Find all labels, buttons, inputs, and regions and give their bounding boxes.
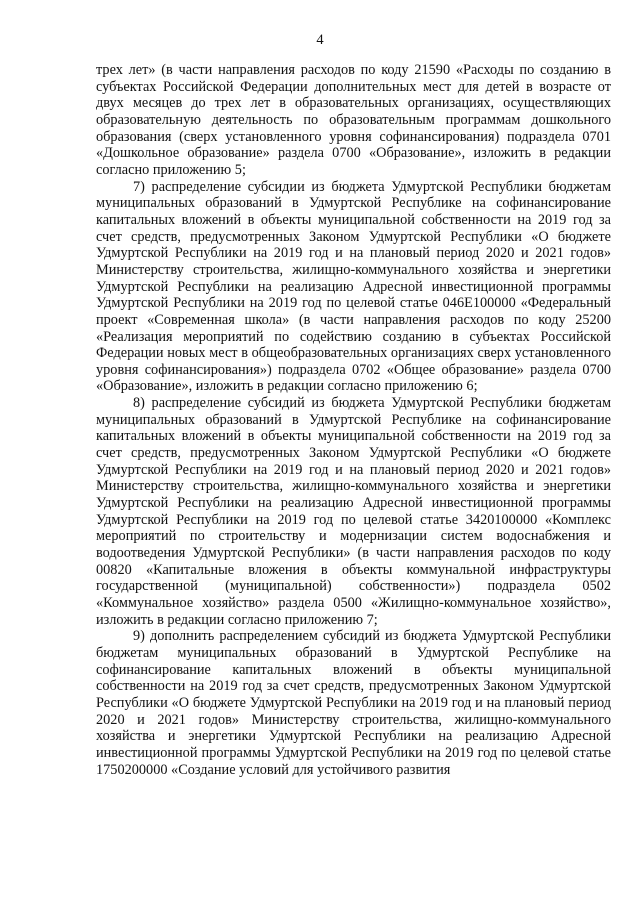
paragraph-continuation: трех лет» (в части направления расходов по коду 21590 «Расходы по созданию в субъектах Российской Федерации дополнительных мест для детей в возрасте от двух месяцев до трех лет в образовательных организациях, осуществляющих образовательную деятельность по образовательным программам дошкольного образования (сверх установленного уровня софинансирования) подраздела 0701 «Дошкольное образование» раздела 0700 «Образование», изложить в редакции согласно приложению 5; — [96, 62, 611, 178]
paragraph-item-7: 7) распределение субсидии из бюджета Удмуртской Республики бюджетам муниципальных образований в Удмуртской Республике на софинансирование капитальных вложений в объекты муниципальной собственности на 2019 год за счет средств, предусмотренных Законом Удмуртской Республики «О бюджете Удмуртской Республики на 2019 год и на плановый период 2020 и 2021 годов» Министерству строительства, жилищно-коммунального хозяйства и энергетики Удмуртской Республики на реализацию Адресной инвестиционной программы Удмуртской Республики на 2019 год по целевой статье 046E100000 «Федеральный проект «Современная школа» (в части направления расходов по коду 25200 «Реализация мероприятий по содействию созданию в субъектах Российской Федерации новых мест в общеобразовательных организациях сверх установленного уровня софинансирования») подраздела 0702 «Общее образование» раздела 0700 «Образование», изложить в редакции согласно приложению 6; — [96, 178, 611, 395]
paragraph-item-8: 8) распределение субсидий из бюджета Удмуртской Республики бюджетам муниципальных образований в Удмуртской Республике на софинансирование капитальных вложений в объекты муниципальной собственности на 2019 год за счет средств, предусмотренных Законом Удмуртской Республики «О бюджете Удмуртской Республики на 2019 год и на плановый период 2020 и 2021 годов» Министерству строительства, жилищно-коммунального хозяйства и энергетики Удмуртской Республики на реализацию Адресной инвестиционной программы Удмуртской Республики на 2019 год по целевой статье 3420100000 «Комплекс мероприятий по строительству и модернизации систем водоснабжения и водоотведения Удмуртской Республики» (в части направления расходов по коду 00820 «Капитальные вложения в объекты коммунальной инфраструктуры государственной (муниципальной) собственности») подраздела 0502 «Коммунальное хозяйство» раздела 0500 «Жилищно-коммунальное хозяйство», изложить в редакции согласно приложению 7; — [96, 395, 611, 628]
page-number: 4 — [316, 32, 324, 48]
document-body — [96, 62, 611, 778]
paragraph-item-9: 9) дополнить распределением субсидий из бюджета Удмуртской Республики бюджетам муниципальных образований в Удмуртской Республике на софинансирование капитальных вложений в объекты муниципальной собственности на 2019 год за счет средств, предусмотренных Законом Удмуртской Республики «О бюджете Удмуртской Республики на 2019 год и на плановый период 2020 и 2021 годов» Министерству строительства, жилищно-коммунального хозяйства и энергетики Удмуртской Республики на реализацию Адресной инвестиционной программы Удмуртской Республики на 2019 год по целевой статье 1750200000 «Создание условий для устойчивого развития — [96, 628, 611, 778]
